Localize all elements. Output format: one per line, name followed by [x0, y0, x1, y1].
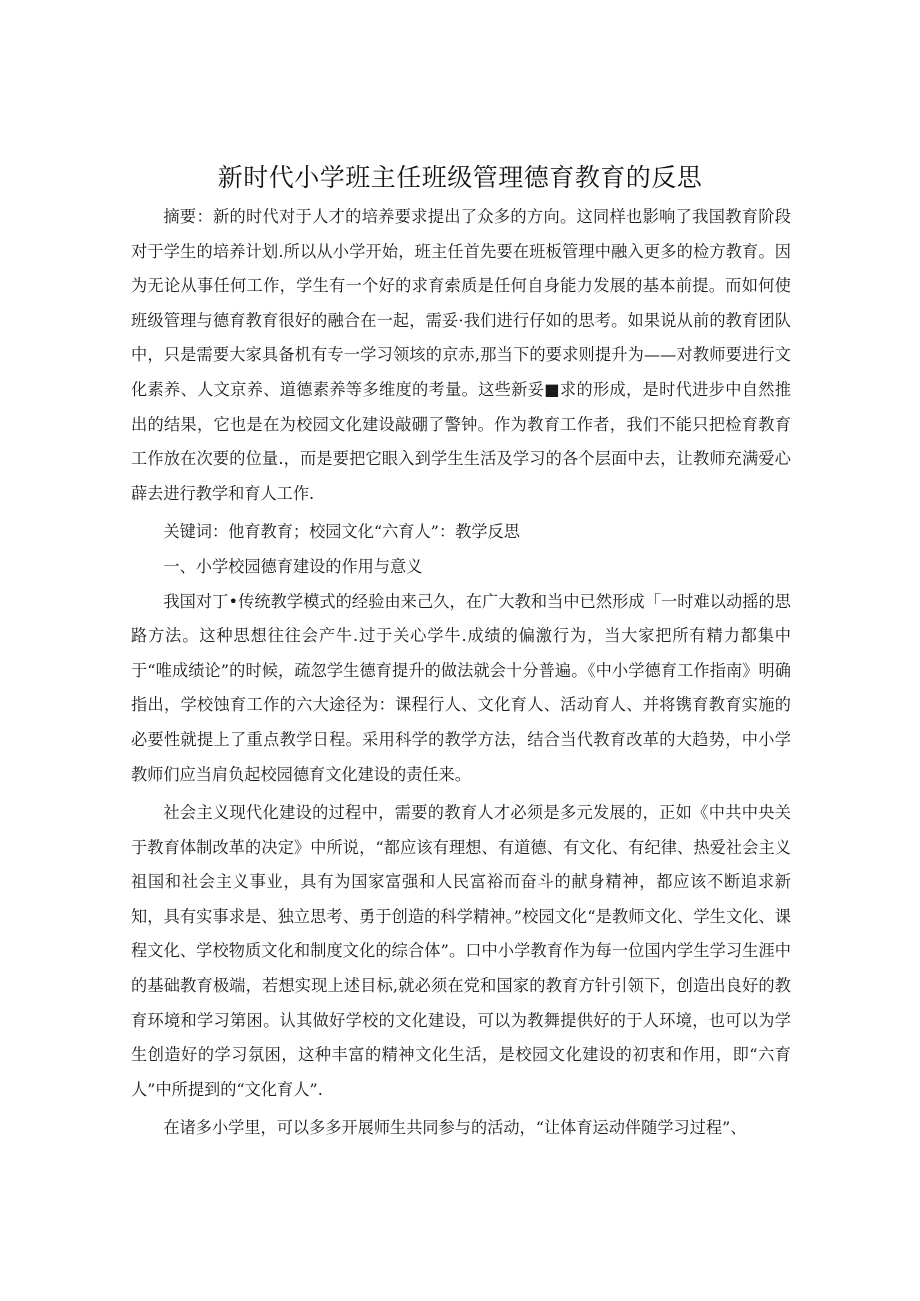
section-heading: 一、小学校园德育建设的作用与意义 — [163, 556, 423, 576]
document-body — [131, 200, 791, 1146]
document-title: 新时代小学班主任班级管理德育教育的反思 — [217, 163, 703, 192]
body-paragraph: 在诸多小学里，可以多多开展师生共同参与的活动，“让体育运动伴随学习过程”、 — [163, 1118, 747, 1138]
body-paragraph: 社会主义现代化建设的过程中，需要的教育人才必须是多元发展的，正如《中共中央关于教育体制改革的决定》中所说，“都应该有理想、有道德、有文化、有纪律、热爱社会主义祖国和社会主义事业，具有为国家富强和人民富裕而奋斗的献身精神，都应该不断追求新知，具有实事求是、独立思考、勇于创造的科学精神。”校园文化“是教师文化、学生文化、课程文化、学校物质文化和制度文化的综合体”。口中小学教育作为每一位国内学生学习生涯中的基础教育极端，若想实现上述目标,就必须在党和国家的教育方针引领下，创造出良好的教育环境和学习第困。认其做好学校的文化建设，可以为教舞提供好的于人环境，也可以为学生创造好的学习氛困，这种丰富的精神文化生活，是校园文化建设的初衷和作用，即“六育人”中所提到的“文化育人”. — [131, 803, 791, 1099]
abstract-paragraph: 摘要：新的时代对于人才的培养要求提出了众多的方向。这同样也影响了我国教育阶段对于学生的培养计划.所以从小学开始，班主任首先要在班板管理中融入更多的检方教育。因为无论从事任何工作，学生有一个好的求育索质是任何自身能力发展的基本前提。而如何使班级管理与德育教育很好的融合在一起，需妥·我们进行仔如的思考。如果说从前的教育团队中，只是需要大家具备机有专一学习领垓的京赤,那当下的要求则提升为——对教师要进行文化素养、人文京养、道德素养等多维度的考量。这些新妥■求的形成，是时代进步中自然推出的结果，它也是在为校园文化建设敲硼了警钟。作为教育工作者，我们不能只把检育教育工作放在次要的位量.，而是要把它眼入到学生生活及学习的各个层面中去，让教师充满爱心薜去进行教学和育人工作. — [131, 207, 791, 503]
keywords-line: 关键词：他育教育；校园文化“六育人”：教学反思 — [163, 522, 520, 542]
body-paragraph: 我国对丁•传统教学模式的经验由来己久，在广大教和当中已然形成「一时难以动摇的思路方法。这种思想往往会产牛.过于关心学牛.成绩的偏激行为，当大家把所有精力都集中于“唯成绩论”的时候，疏忽学生德育提升的做法就会十分普遍。《中小学德育工作指南》明确指出，学校蚀育工作的六大途径为：课程行人、文化育人、活动育人、并将镌育教育实施的必要性就提上了重点教学日程。采用科学的教学方法，结合当代教育改革的大趋势，中小学教师们应当肩负起校园德育文化建设的责任来。 — [131, 591, 791, 784]
